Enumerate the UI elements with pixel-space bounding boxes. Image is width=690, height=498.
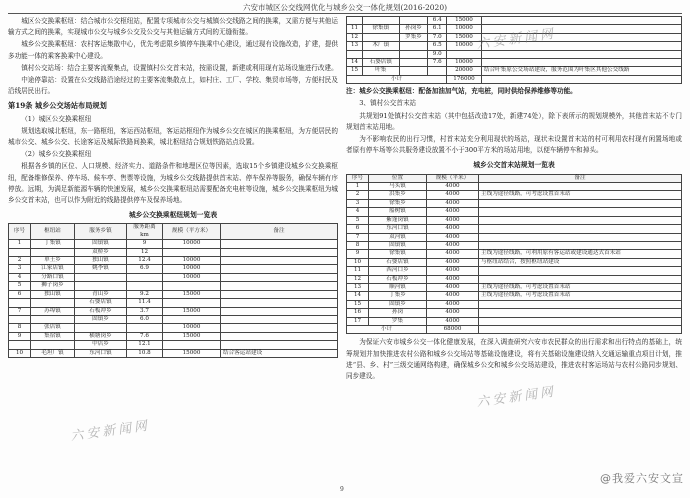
table-cell: 固镇乡 [75,315,127,323]
table-cell [363,17,399,25]
table-cell: 20000 [446,67,481,75]
table-cell: 丁集镇 [31,240,75,248]
table-cell: 孙岗 [369,309,427,317]
table-row [9,248,338,256]
header-rule [8,13,682,14]
table-cell: 4000 [427,233,479,241]
paragraph: 规划选取城北枢纽，东一路枢纽，客运西站枢纽，客运站枢纽作为城乡公交在城区的换乘枢纽，为方便居民的城市公交、城乡公交、长途客运及城际铁路间换乘，城北枢纽结合规划铁路站点设置。 [8,126,338,147]
table-header-row [9,224,338,240]
table-cell: 1 [9,240,31,248]
table-cell: 4000 [427,275,479,283]
table-cell: 4000 [427,258,479,266]
table-cell [31,299,75,307]
table-cell [221,315,338,323]
table-cell: 主线为途径线路，可考虑设置首末站 [479,292,682,300]
table-cell [221,257,338,265]
table-cell [163,315,221,323]
table-cell: 东河口镇 [369,225,427,233]
table-cell: 11 [347,25,363,33]
table-cell: 12 [347,33,363,41]
table-cell [481,59,681,67]
table-cell: 石板冲乡 [369,275,427,283]
table-cell: 西河口乡 [369,267,427,275]
table-row [9,324,338,332]
table-row [347,183,682,191]
table-cell: 江家店镇 [31,265,75,273]
table-cell: 4000 [427,208,479,216]
table-cell: 4000 [427,283,479,291]
table-cell: 14 [347,59,363,67]
table-cell: 结合客运站建设 [221,349,338,357]
table-cell: 7 [9,307,31,315]
table-cell: 12 [127,248,163,256]
table-cell: 15000 [446,33,481,41]
table-row [9,307,338,315]
table-cell [221,240,338,248]
table-cell: 石板冲乡 [75,307,127,315]
table-cell: 5 [9,282,31,290]
table-cell: 13 [347,42,363,50]
table-cell [163,341,221,349]
table-cell: 集宿镇 [31,332,75,340]
table-cell: 徐集乡 [369,199,427,207]
table-row [347,309,682,317]
table-cell: 张店镇 [31,324,75,332]
table-cell: 6.4 [428,17,446,25]
table-row [9,273,338,281]
table-cell [347,50,363,58]
table-cell: 马头镇 [369,183,427,191]
table-cell [399,50,428,58]
table-row [347,225,682,233]
table-cell [221,290,338,298]
table-cell [428,67,446,75]
table-cell [221,341,338,349]
table-cell: 4000 [427,292,479,300]
table-cell: 木厂镇 [363,42,399,50]
table-row [347,208,682,216]
table-cell [221,299,338,307]
table-cell: 9 [347,250,369,258]
table-cell [479,275,682,283]
table-cell: 10000 [446,25,481,33]
table-row [347,317,682,325]
table-cell [75,324,127,332]
table-cell: 3 [347,199,369,207]
table-cell: 3 [9,265,31,273]
table-cell: 12 [347,275,369,283]
table-cell: 4 [347,208,369,216]
table-cell: 16 [347,309,369,317]
table-cell: 4000 [427,191,479,199]
table-cell: 独山镇 [31,290,75,298]
table-cell: 10000 [446,42,481,50]
table-cell: 7.6 [428,59,446,67]
table-cell: 固镇乡 [369,300,427,308]
table-total-row [347,75,682,83]
table-cell: 固镇镇 [369,241,427,249]
table-header-cell: 位置 [369,174,427,182]
subsection-title: （1）城区公交换乘枢纽 [21,114,92,123]
table-cell [221,332,338,340]
table-cell: 叶集 [363,67,399,75]
table-cell: 13 [347,283,369,291]
table-cell [479,208,682,216]
table-cell: 5 [347,216,369,224]
table-cell: 小计 [347,75,447,83]
table-cell: 小计 [347,325,427,333]
table-cell: 8 [9,324,31,332]
table-row [347,216,682,224]
table-cell: 单王乡 [31,257,75,265]
right-column [346,16,682,383]
paragraph: 城区公交换乘枢纽：结合城市公交枢纽站，配置专项城市公交与城镇公交线路之间的换乘，又需方便与其他运输方式之间的换乘，实现城市公交与城乡公交及公交与其他运输方式间的无缝衔接。 [8,17,338,37]
section-title: 第19条 城乡公交场站布局规划 [8,101,107,111]
table-cell: 4000 [427,241,479,249]
table-row [9,282,338,290]
table-cell: 176000 [446,75,481,83]
table-cell [479,309,682,317]
table-cell: 15 [347,67,363,75]
table-cell: 孙岗乡 [399,25,428,33]
table-cell: 12.4 [127,257,163,265]
table-cell: 东河口镇 [75,349,127,357]
table-cell [481,25,681,33]
table-cell: 11 [347,267,369,275]
table-cell [399,59,428,67]
table-cell: 横塘岗乡 [75,332,127,340]
table-cell: 1 [347,183,369,191]
table-row [347,267,682,275]
table-cell: 12.1 [127,341,163,349]
table-row [347,283,682,291]
table-cell: 固镇镇 [75,240,127,248]
table-cell [481,50,681,58]
paragraph: 共规划91处镇村公交首末站（其中包括改造17处，新建74处），除下表所示的规划规模外，其他首末站不专门规划首末站用地。 [346,111,682,131]
table-cell: 7 [347,233,369,241]
table-cell: 14 [347,292,369,300]
table-cell [479,233,682,241]
table-title: 城乡公交换乘枢纽规划一览表 [128,211,218,220]
table-cell [479,225,682,233]
table-row [9,349,338,357]
table-row [9,257,338,265]
subsection-title: （2）城乡公交换乘枢纽 [21,150,92,159]
watermark: 六安新闻网 [475,26,557,53]
table-cell [221,282,338,290]
table-cell: 4000 [427,309,479,317]
table-cell: 8 [347,241,369,249]
table-cell: 4000 [427,199,479,207]
table-row [347,67,682,75]
table-cell [479,300,682,308]
table-cell [221,265,338,273]
table-cell: 3.7 [127,307,163,315]
table-cell: 9 [9,332,31,340]
table-cell: 4000 [427,225,479,233]
table-cell: 罗集 [369,317,427,325]
table-cell [479,317,682,325]
table-row [347,199,682,207]
table-cell: 4 [9,273,31,281]
table-cell: 分路口镇 [31,273,75,281]
table-row [9,265,338,273]
table-cell [221,248,338,256]
table-cell [399,67,428,75]
table-cell: 10000 [163,273,221,281]
table-row [347,191,682,199]
watermark: 六安新闻网 [475,384,557,411]
table-cell: 2 [9,257,31,265]
table-cell [479,267,682,275]
table-row [347,25,682,33]
table-total-row [347,325,682,333]
table-cell [163,282,221,290]
table-row [347,250,682,258]
table-cell: 苏埠镇 [31,307,75,315]
table-cell: 11.4 [127,299,163,307]
table-cell: 顺河镇 [369,283,427,291]
table-cell [481,42,681,50]
table-header-cell: 备注 [479,174,682,182]
table-cell [399,42,428,50]
table-cell [399,17,428,25]
table-note: 注：城乡公交换乘枢纽：配备加油加气站，充电桩，同时供给保养维修等功能。 [346,87,577,96]
page-number: 9 [340,486,344,493]
table-row [9,341,338,349]
table-cell [221,324,338,332]
table-cell [479,325,682,333]
hub-table [8,223,338,358]
table-cell: 15000 [163,307,221,315]
table-cell: 4000 [427,183,479,191]
table-header-cell: 序号 [347,174,369,182]
table-cell: 10 [347,258,369,266]
table-cell: 4000 [427,300,479,308]
table-cell [479,216,682,224]
table-cell [481,75,681,83]
table-cell: 10000 [163,324,221,332]
table-cell: 毛坦厂镇 [31,349,75,357]
table-title: 城乡公交首末站规划一览表 [473,161,555,170]
table-cell: 石婆店镇 [363,59,399,67]
table-cell: 10000 [163,265,221,273]
table-cell: 6 [347,225,369,233]
table-cell: 4000 [427,250,479,258]
table-cell: 15 [347,300,369,308]
table-row [9,240,338,248]
table-row [347,33,682,41]
table-cell: 丁集乡 [369,292,427,300]
table-cell: 9.0 [428,50,446,58]
table-cell [347,17,363,25]
table-cell: 4000 [427,267,479,275]
table-cell: 石婆店镇 [75,299,127,307]
table-cell: 2 [347,191,369,199]
table-cell: 洪集乡 [369,191,427,199]
table-cell: 中店乡 [75,341,127,349]
table-cell: 主线为途径线路，可考虑设置首末站 [479,191,682,199]
terminal-table [346,174,682,335]
table-cell: 双河镇 [369,233,427,241]
table-cell [31,341,75,349]
table-cell [481,33,681,41]
table-cell [31,315,75,323]
table-row [347,50,682,58]
table-cell [9,315,31,323]
table-cell: 罗集乡 [399,33,428,41]
paragraph: 根据各乡镇的区位、人口规模、经济实力、道路条件和地理区位等因素，选取15个乡镇建设城乡公交换乘枢纽，配备维修保养、停车场、候车亭、售票等设施，为城乡公交线路提供首末站、停车保养等服务，确保车辆有序停放。远期，为满足新能源车辆的快速发展，城乡公交换乘枢纽站需要配备充电桩等设施，城乡公交换乘枢纽为城乡公交首末站，也可以作为附近的线路提供停车及保养场地。 [8,162,338,205]
table-cell: 徐集镇 [369,250,427,258]
table-row [347,241,682,249]
table-cell [446,50,481,58]
table-cell: 主线为途径线路，可利用原有客运站或建设通达式首末站 [479,250,682,258]
watermark: 六安新闻网 [69,418,151,445]
table-cell: 6.1 [428,25,446,33]
table-header-cell: 序号 [9,224,31,240]
table-cell [479,199,682,207]
table-cell: 狮子岗乡 [31,282,75,290]
table-cell [481,17,681,25]
table-cell [9,299,31,307]
table-row [9,290,338,298]
table-cell [163,299,221,307]
table-cell [127,273,163,281]
table-cell: 双桥乡 [75,248,127,256]
table-cell: 与枢纽站结合，按照枢纽站建设 [479,258,682,266]
table-cell [75,282,127,290]
table-row [347,17,682,25]
table-cell: 7.0 [428,33,446,41]
table-cell [363,50,399,58]
subsection-title: 3、镇村公交首末站 [359,99,417,108]
table-cell: 68000 [427,325,479,333]
table-cell [163,248,221,256]
paragraph: 为保证六安市城乡公交一体化健康发展，在深入调查研究六安市农民群众的出行需求和出行特点的基础上，统筹规划并加快推进农村公路和城乡公交场站等基础设施建设，将有关基础设施建设纳入交通运输重点项目计划，推进“县、乡、村”三级交通网络构建，确保城乡公交和城乡公交场站建设，推进农村客运场站与农村公路同步规划、同步建设。 [346,338,682,380]
table-cell: 17 [347,317,369,325]
table-row [347,59,682,67]
paragraph: 镇村公交站场：结合主要客流聚集点，设置镇村公交首末站，按需设置，新建或利用现有站场设施进行改建。 [21,63,338,72]
table-cell: 15000 [163,290,221,298]
table-cell: 船树镇 [369,208,427,216]
table-cell: 7.6 [127,332,163,340]
table-cell: 15000 [163,332,221,340]
table-cell: 6 [9,290,31,298]
table-row [9,332,338,340]
table-header-row [347,174,682,182]
table-cell [127,282,163,290]
table-row [347,42,682,50]
table-cell [31,248,75,256]
table-cell [9,248,31,256]
table-cell [9,341,31,349]
table-cell: 15000 [446,17,481,25]
table-row [347,258,682,266]
table-cell: 10 [9,349,31,357]
table-cell: 紫蓬岗镇 [369,216,427,224]
table-cell [479,241,682,249]
running-header: 六安市城区公交线网优化与城乡公交一体化规划(2016-2020) [242,3,448,12]
table-header-cell: 服务距离 km [127,224,163,240]
table-header-cell: 备注 [221,224,338,240]
table-cell [127,324,163,332]
table-cell: 石婆店镇 [369,258,427,266]
table-cell: 10000 [446,59,481,67]
table-row [347,275,682,283]
table-cell [221,307,338,315]
paragraph: 城乡公交换乘枢纽：农村客运集散中心，优先考虑限乡镇停车换乘中心建设，通过现有设施改造，扩建，提供多功能一体的乘客换乘中心建设。 [8,40,338,60]
table-cell: 青山乡 [75,290,127,298]
table-header-cell: 规模（平米） [427,174,479,182]
table-header-cell: 枢纽站 [31,224,75,240]
table-row [347,233,682,241]
table-cell: 6.5 [428,42,446,50]
table-cell: 6.0 [127,315,163,323]
table-header-cell: 服务乡镇 [75,224,127,240]
table-row [9,315,338,323]
table-cell [221,273,338,281]
table-cell: 10.8 [127,349,163,357]
table-cell: 结合叶集原公交场站建设，服务范围为叶集区其他公交线路 [481,67,681,75]
table-cell [479,183,682,191]
table-cell: 10000 [163,240,221,248]
watermark-account: @我爱六安文宣 [600,472,684,485]
table-row [347,300,682,308]
table-cell: 独山镇 [75,257,127,265]
table-cell: 4000 [427,317,479,325]
table-cell: 主线为途径线路，可考虑设置首末站 [479,283,682,291]
table-cell: 4000 [427,216,479,224]
table-cell: 9 [127,240,163,248]
table-cell: 15000 [163,349,221,357]
paragraph: 为不影响农民的出行习惯，村首末站充分利用现状的场站，现状未设置首末站的村可利用农村现有闲置场地或者原有停车场等公共服务建设放置不小于300平方米的场站用地，以便车辆停车和掉头。 [346,135,682,155]
left-column [8,16,338,358]
table-cell: 姚李镇 [75,265,127,273]
table-header-cell: 规模（平方米） [163,224,221,240]
table-cell: 10000 [163,257,221,265]
paragraph: 中途停靠站：设置在公交线路沿途经过的主要客流集散点上，如村庄、工厂、学校、集贸市场等，方便村民及沿线居民出行。 [8,76,338,96]
table-row [9,299,338,307]
table-cell: 徐集镇 [363,25,399,33]
table-cell [363,33,399,41]
table-cell [75,273,127,281]
table-cell: 9.2 [127,290,163,298]
hub-table-continued [346,16,682,84]
table-row [347,292,682,300]
table-cell: 6.9 [127,265,163,273]
